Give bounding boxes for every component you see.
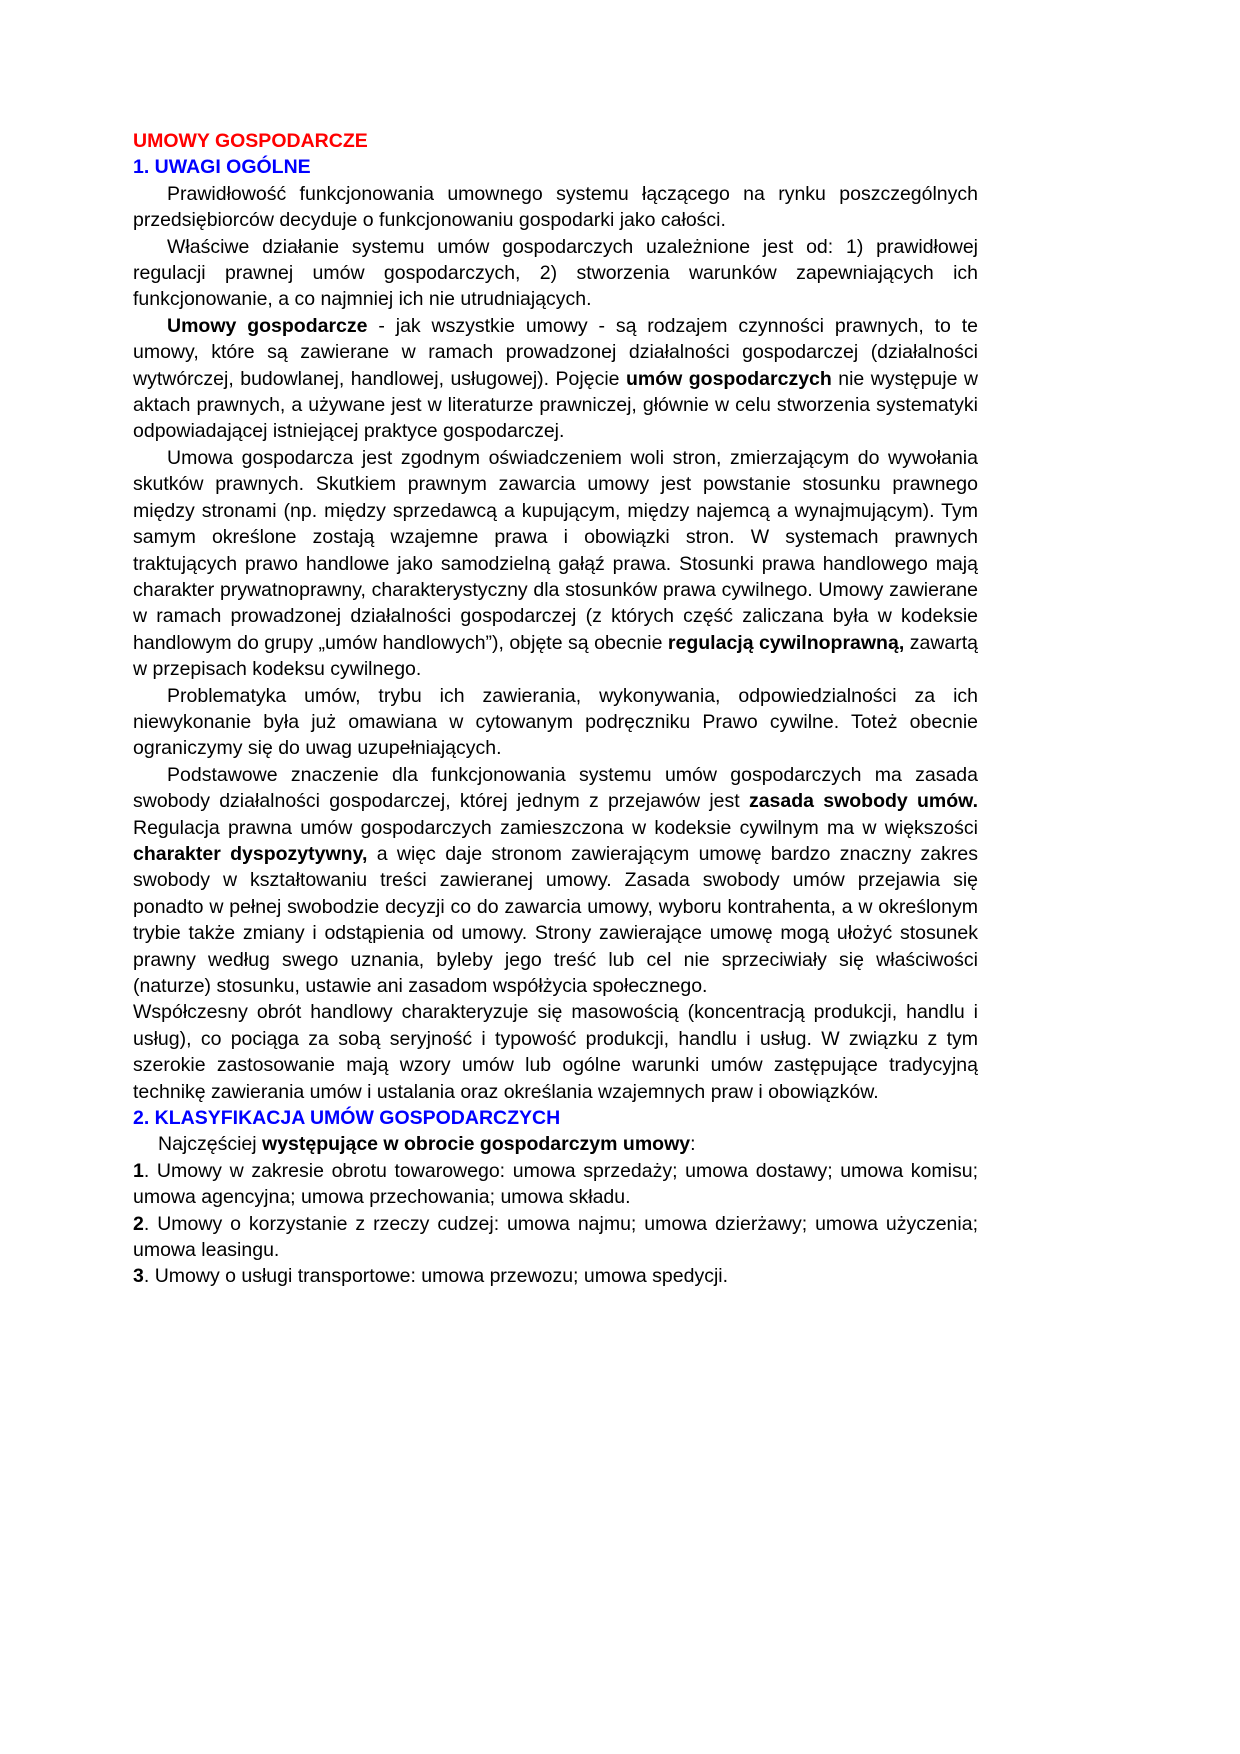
- paragraph: Najczęściej występujące w obrocie gospodarczym umowy:: [158, 1133, 696, 1156]
- paragraph: Podstawowe znaczenie dla funkcjonowania systemu umów gospodarczych ma zasada swobody działalności gospodarczej, której jednym z przejawów jest zasada swobody umów. Regulacja prawna umów gospodarczych zamieszczona w kodeksie cywilnym ma w większości charakter dyspozytywny, a więc daje stronom zawierającym umowę bardzo znaczny zakres swobody w kształtowaniu treści zawieranej umowy. Zasada swobody umów przejawia się ponadto w pełnej swobodzie decyzji co do zawarcia umowy, wyboru kontrahenta, a w określonym trybie także zmiany i odstąpienia od umowy. Strony zawierające umowę mogą ułożyć stosunek prawny według swego uznania, byleby jego treść lub cel nie sprzeciwiały się właściwości (naturze) stosunku, ustawie ani zasadom współżycia społecznego.: [133, 763, 979, 997]
- section-heading-2: 2. KLASYFIKACJA UMÓW GOSPODARCZYCH: [133, 1107, 561, 1130]
- paragraph: Problematyka umów, trybu ich zawierania, wykonywania, odpowiedzialności za ich niewykonanie była już omawiana w cytowanym podręczniku Prawo cywilne. Toteż obecnie ograniczymy się do uwag uzupełniających.: [133, 684, 978, 760]
- document-body: [133, 128, 978, 1290]
- list-item-2: 2. Umowy o korzystanie z rzeczy cudzej: umowa najmu; umowa dzierżawy; umowa użyczenia; umowa leasingu.: [133, 1212, 978, 1262]
- paragraph: Umowa gospodarcza jest zgodnym oświadczeniem woli stron, zmierzającym do wywołania skutków prawnych. Skutkiem prawnym zawarcia umowy jest powstanie stosunku prawnego między stronami (np. między sprzedawcą a kupującym, między najemcą a wynajmującym). Tym samym określone zostają wzajemne prawa i obowiązki stron. W systemach prawnych traktujących prawo handlowe jako samodzielną gałąź prawa. Stosunki prawa handlowego mają charakter prywatnoprawny, charakterystyczny dla stosunków prawa cywilnego. Umowy zawierane w ramach prowadzonej działalności gospodarczej (z których część zaliczana była w kodeksie handlowym do grupy „umów handlowych”), objęte są obecnie regulacją cywilnoprawną, zawartą w przepisach kodeksu cywilnego.: [133, 446, 979, 681]
- list-item-1: 1. Umowy w zakresie obrotu towarowego: umowa sprzedaży; umowa dostawy; umowa komisu; umowa agencyjna; umowa przechowania; umowa składu.: [133, 1159, 978, 1209]
- paragraph: Umowy gospodarcze - jak wszystkie umowy - są rodzajem czynności prawnych, to te umowy, które są zawierane w ramach prowadzonej działalności gospodarczej (działalności wytwórczej, budowlanej, handlowej, usługowej). Pojęcie umów gospodarczych nie występuje w aktach prawnych, a używane jest w literaturze prawniczej, głównie w celu stworzenia systematyki odpowiadającej istniejącej praktyce gospodarczej.: [133, 314, 978, 443]
- paragraph: Prawidłowość funkcjonowania umownego systemu łączącego na rynku poszczególnych przedsiębiorców decyduje o funkcjonowaniu gospodarki jako całości.: [133, 182, 978, 232]
- document-title: UMOWY GOSPODARCZE: [133, 130, 368, 152]
- paragraph: Współczesny obrót handlowy charakteryzuje się masowością (koncentracją produkcji, handlu i usług), co pociąga za sobą seryjność i typowość produkcji, handlu i usług. W związku z tym szerokie zastosowanie mają wzory umów lub ogólne warunki umów zastępujące tradycyjną technikę zawierania umów i ustalania oraz określania wzajemnych praw i obowiązków.: [133, 1001, 978, 1103]
- section-heading-1: 1. UWAGI OGÓLNE: [133, 156, 311, 179]
- paragraph: Właściwe działanie systemu umów gospodarczych uzależnione jest od: 1) prawidłowej regulacji prawnej umów gospodarczych, 2) stworzenia warunków zapewniających ich funkcjonowanie, a co najmniej ich nie utrudniających.: [133, 235, 978, 311]
- list-item-3: 3. Umowy o usługi transportowe: umowa przewozu; umowa spedycji.: [133, 1265, 729, 1288]
